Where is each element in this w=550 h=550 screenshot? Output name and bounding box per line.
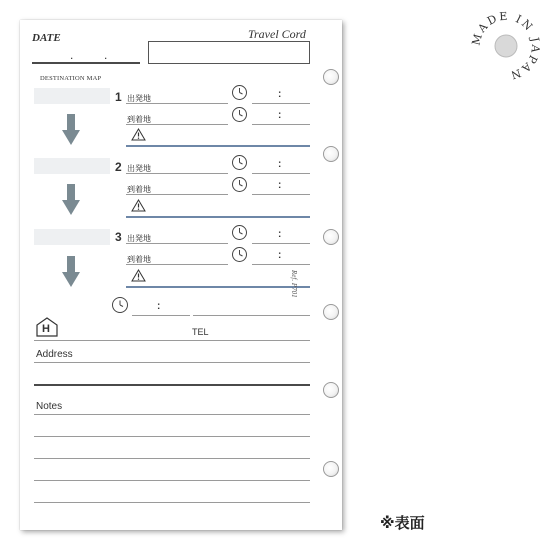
arrival-line-1[interactable] — [126, 124, 228, 125]
departure-time-sep-2: : — [278, 159, 282, 170]
map-area-3[interactable] — [34, 229, 110, 245]
arrival-label-2: 到着地 — [127, 185, 151, 194]
address-label: Address — [36, 349, 73, 360]
leg-number-1: 1 — [115, 90, 122, 104]
warning-icon — [131, 128, 146, 141]
arrival-time-sep-3: : — [278, 250, 282, 261]
departure-line-2[interactable] — [126, 173, 228, 174]
card-title: Travel Cord — [248, 27, 306, 41]
arrival-line-2[interactable] — [126, 194, 228, 195]
arrival-label-1: 到着地 — [127, 115, 151, 124]
departure-time-sep-1: : — [278, 89, 282, 100]
clock-icon — [231, 84, 248, 101]
arrival-line-3[interactable] — [126, 264, 228, 265]
binder-hole — [323, 304, 339, 320]
arrival-time-line-3[interactable] — [252, 264, 310, 265]
date-separator-2: . — [104, 48, 108, 62]
departure-label-1: 出発地 — [127, 94, 151, 103]
clock-icon — [231, 224, 248, 241]
travel-card-sheet — [20, 20, 342, 530]
clock-icon — [231, 246, 248, 263]
notes-line-d[interactable] — [34, 480, 310, 481]
hotel-icon-letter: H — [42, 323, 50, 335]
clock-icon — [231, 154, 248, 171]
binder-hole — [323, 69, 339, 85]
caption: ※表面 — [380, 514, 425, 532]
stamp-text: MADE IN JAPAN — [469, 9, 543, 83]
clock-icon — [231, 176, 248, 193]
departure-time-line-1[interactable] — [252, 103, 310, 104]
leg-number-2: 2 — [115, 160, 122, 174]
arrow-down-icon — [62, 114, 80, 146]
notes-line-1[interactable] — [126, 145, 310, 147]
binder-hole — [323, 461, 339, 477]
destination-map-label: DESTINATION MAP — [40, 75, 102, 82]
arrival-time-sep-2: : — [278, 180, 282, 191]
departure-label-2: 出発地 — [127, 164, 151, 173]
arrival-time-line-1[interactable] — [252, 124, 310, 125]
tel-label: TEL — [192, 327, 209, 337]
address-line-1[interactable] — [34, 362, 310, 363]
arrow-down-icon — [62, 184, 80, 216]
notes-line-3[interactable] — [126, 286, 310, 288]
binder-hole — [323, 382, 339, 398]
made-in-japan-stamp — [466, 6, 546, 86]
hotel-line[interactable] — [34, 340, 310, 341]
departure-line-3[interactable] — [126, 243, 228, 244]
address-line-2[interactable] — [34, 384, 310, 386]
departure-label-3: 出発地 — [127, 234, 151, 243]
notes-line-b[interactable] — [34, 436, 310, 437]
title-box[interactable] — [148, 41, 310, 64]
departure-time-sep-3: : — [278, 229, 282, 240]
date-line — [32, 62, 140, 64]
notes-line-c[interactable] — [34, 458, 310, 459]
final-time-line[interactable] — [132, 315, 190, 316]
notes-line-a[interactable] — [34, 414, 310, 415]
arrival-time-line-2[interactable] — [252, 194, 310, 195]
arrival-label-3: 到着地 — [127, 255, 151, 264]
clock-icon — [111, 296, 129, 314]
clock-icon — [231, 106, 248, 123]
map-area-1[interactable] — [34, 88, 110, 104]
departure-time-line-3[interactable] — [252, 243, 310, 244]
date-separator-1: . — [70, 48, 74, 62]
departure-line-1[interactable] — [126, 103, 228, 104]
binder-hole — [323, 146, 339, 162]
final-time-sep: : — [157, 301, 161, 312]
notes-line-2[interactable] — [126, 216, 310, 218]
date-label: DATE — [32, 32, 61, 44]
warning-icon — [131, 199, 146, 212]
map-area-2[interactable] — [34, 158, 110, 174]
departure-time-line-2[interactable] — [252, 173, 310, 174]
binder-hole — [323, 229, 339, 245]
notes-line-e[interactable] — [34, 502, 310, 503]
arrival-time-sep-1: : — [278, 110, 282, 121]
final-place-line[interactable] — [193, 315, 310, 316]
warning-icon — [131, 269, 146, 282]
ref-label: Ref. P701 — [290, 270, 298, 298]
arrow-down-icon — [62, 256, 80, 288]
leg-number-3: 3 — [115, 230, 122, 244]
notes-label: Notes — [36, 401, 63, 412]
